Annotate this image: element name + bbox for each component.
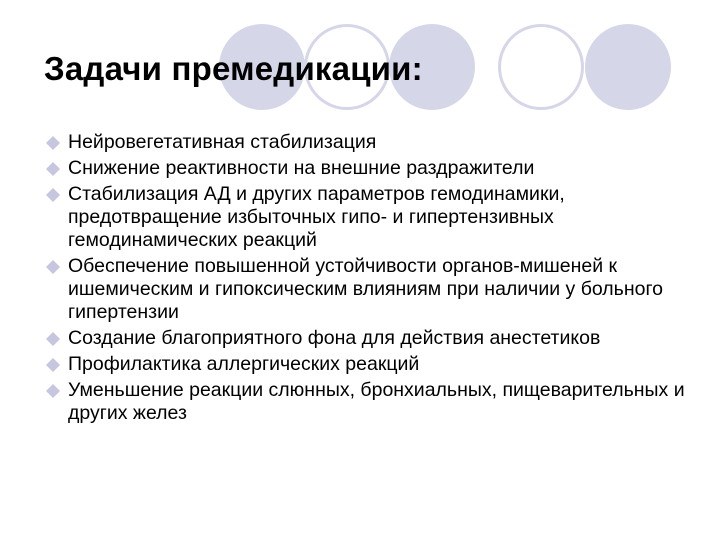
diamond-bullet-icon [46,255,68,278]
diamond-bullet-icon [46,157,68,180]
bullet-text: Профилактика аллергических реакций [68,353,420,375]
bullet-item [46,379,686,425]
bullet-list [46,131,686,428]
bullet-text: Нейровегетативная стабилизация [68,131,377,153]
bullet-text: Уменьшение реакции слюнных, бронхиальных, пищеварительных и других желез [68,379,685,424]
bullet-text: Стабилизация АД и других параметров гемодинамики, предотвращение избыточных гипо- и гипертензивных гемодинамических реакций [68,183,565,251]
bullet-item [46,255,686,324]
diamond-bullet-icon [46,379,68,402]
decorative-circle [585,24,671,110]
diamond-bullet-icon [46,131,68,154]
decorative-circle-outline [498,24,584,110]
slide-title: Задачи премедикации: [44,50,423,87]
bullet-item [46,353,686,376]
bullet-text: Создание благоприятного фона для действия анестетиков [68,327,601,349]
bullet-text: Обеспечение повышенной устойчивости органов-мишеней к ишемическим и гипоксическим влияниям при наличии у больного гипертензии [68,255,663,323]
bullet-text: Снижение реактивности на внешние раздражители [68,157,535,179]
bullet-item [46,131,686,154]
bullet-item [46,327,686,350]
diamond-bullet-icon [46,183,68,206]
diamond-bullet-icon [46,353,68,376]
bullet-item [46,183,686,252]
diamond-bullet-icon [46,327,68,350]
bullet-item [46,157,686,180]
